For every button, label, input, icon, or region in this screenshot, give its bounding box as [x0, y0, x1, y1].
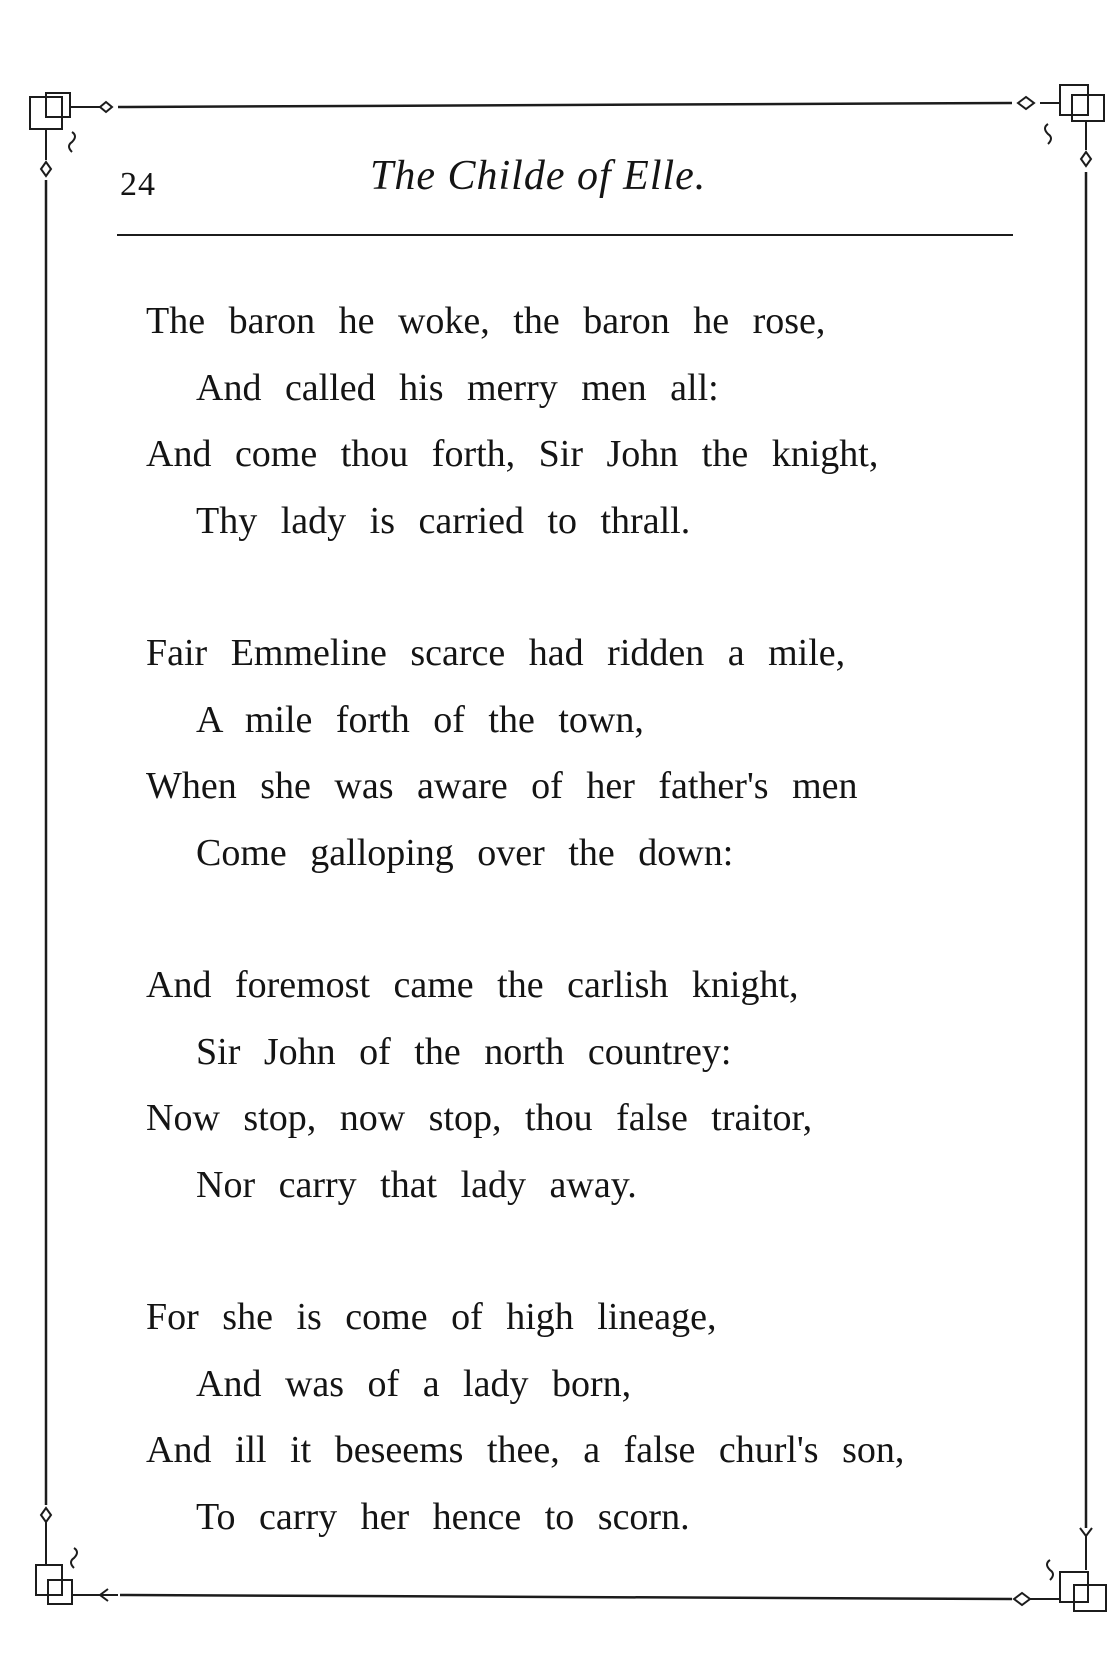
running-title: The Childe of Elle. — [370, 153, 707, 199]
verse-line: And ill it beseems thee, a false churl's son, — [146, 1429, 905, 1471]
stanza-3 — [146, 952, 1046, 1218]
verse-line: And foremost came the carlish knight, — [146, 964, 799, 1006]
verse-line: Now stop, now stop, thou false traitor, — [146, 1097, 813, 1139]
corner-ornament-top-right — [1018, 85, 1104, 166]
verse-line: Sir John of the north countrey: — [196, 1030, 732, 1073]
stanza-4 — [146, 1284, 1046, 1550]
verse-line: Nor carry that lady away. — [196, 1163, 637, 1206]
verse-line: Thy lady is carried to thrall. — [196, 499, 691, 542]
stanza-1 — [146, 288, 1046, 554]
verse-line: When she was aware of her father's men — [146, 765, 858, 807]
poem-body — [146, 288, 1046, 1616]
verse-line: A mile forth of the town, — [196, 698, 644, 741]
page-number: 24 — [120, 166, 156, 203]
verse-line: And called his merry men all: — [196, 366, 719, 409]
verse-line: And come thou forth, Sir John the knight, — [146, 433, 879, 475]
verse-line: The baron he woke, the baron he rose, — [146, 300, 826, 342]
verse-line: Come galloping over the down: — [196, 831, 734, 874]
verse-line: Fair Emmeline scarce had ridden a mile, — [146, 632, 846, 674]
corner-ornament-bottom-left — [36, 1508, 118, 1604]
verse-line: To carry her hence to scorn. — [196, 1495, 690, 1538]
stanza-2 — [146, 620, 1046, 886]
verse-line: For she is come of high lineage, — [146, 1296, 717, 1338]
verse-line: And was of a lady born, — [196, 1362, 632, 1405]
corner-ornament-top-left — [30, 93, 112, 176]
header-rule — [117, 234, 1013, 236]
